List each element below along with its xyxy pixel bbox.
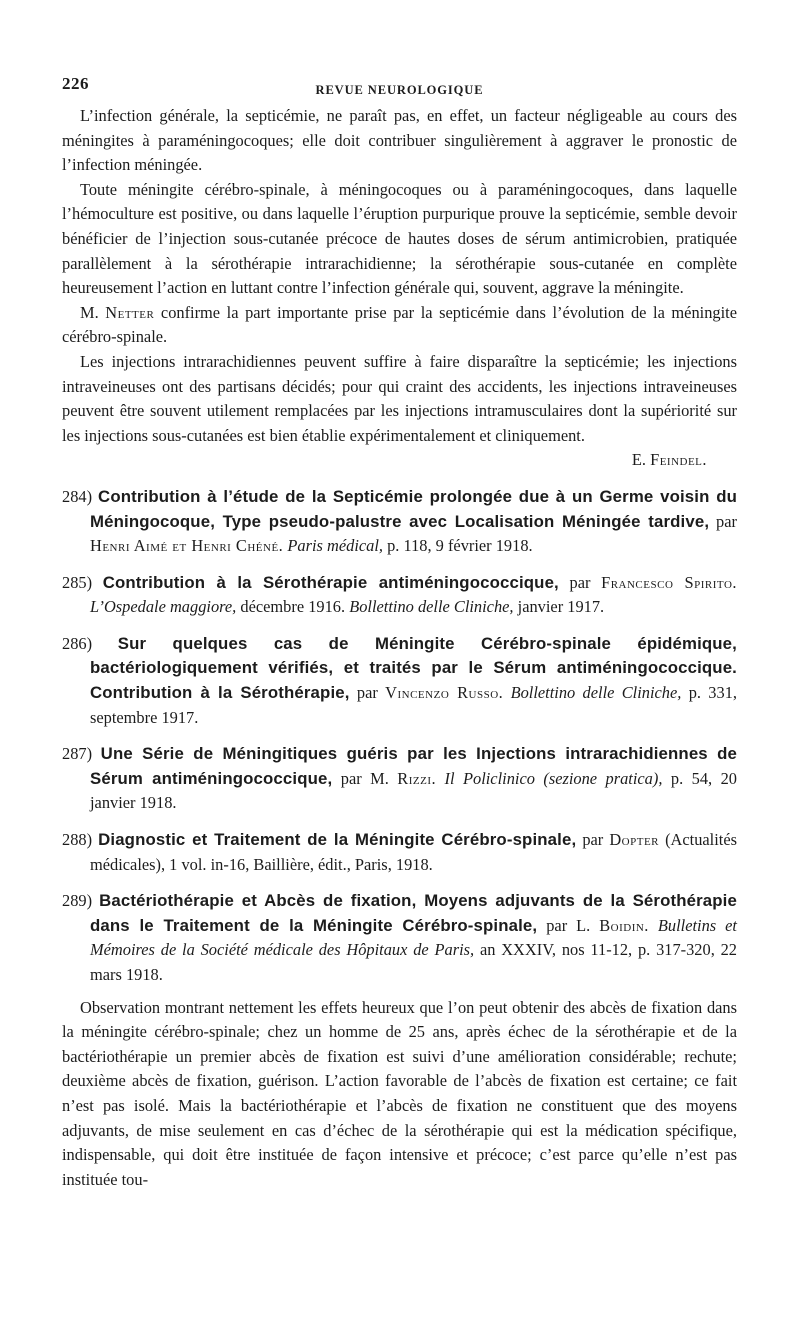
entry-par: par M. [340,768,389,788]
entry-reference: (Actualités médicales), 1 vol. in-16, Baillière, édit., Paris, 1918. [90,830,737,874]
entry-authors: Francesco Spirito. [601,572,737,592]
entry-title: Contribution à l’étude de la Septicémie prolongée due à un Germe voisin du Méningocoque, Type pseudo-palustre avec Localisation Méningée tardive, [90,486,737,531]
entry-reference: p. 331, septembre 1917. [90,683,737,727]
bibliography-entry-286 [62,632,737,730]
entry-authors: Boidin. [599,915,649,935]
bibliography-entry-288 [62,828,737,877]
entry-number: 285) [62,572,93,592]
entry-authors: Rizzi. [397,768,437,788]
entry-reference: p. 118, 9 février 1918. [387,536,533,556]
signature-initial: E. [631,450,646,470]
page [62,68,737,1192]
entry-title: Sur quelques cas de Méningite Cérébro-spinale épidémique, bactériologiquement vérifiés, et traités par le Sérum antiméningococcique. Contribution à la Sérothérapie, [90,633,737,703]
entry-par: par [356,683,378,703]
page-number: 226 [62,74,89,93]
injections-paragraph: Les injections intrarachidiennes peuvent suffire à faire disparaître la septicémie; les injections intraveineuses ont des partisans décidés; pour qui craint des accidents, les injections intraveineuses peuvent être souvent utilement remplacées par les injections intramusculaires dont la supériorité sur les injections sous-cutanées est bien établie expérimentalement et cliniquement. [62,351,737,445]
entry-authors: Henri Aimé et Henri Chéné. [90,536,284,556]
signature [62,448,737,473]
entry-journal: Paris médical, [287,536,383,556]
entry-number: 286) [62,633,93,653]
intro-paragraph-2: Toute méningite cérébro-spinale, à méningocoques ou à paraméningocoques, dans laquelle l’hémoculture est positive, ou dans laquelle l’éruption purpurique prouve la septicémie, semble devoir bénéficier de l’injection sous-cutanée précoce de hautes doses de sérum antimicrobien, pratiquée parallèlement à la sérothérapie intrarachidienne; la sérothérapie sous-cutanée en complète heureusement l’action en luttant contre l’infection générale qui, souvent, aggrave la méningite. [62,179,737,298]
bibliography-entry-287 [62,742,737,816]
bibliography-entry-285 [62,571,737,620]
netter-text: confirme la part importante prise par la septicémie dans l’évolution de la méningite cérébro-spinale. [62,302,737,347]
netter-prefix: M. [80,302,99,322]
entry-title: Diagnostic et Traitement de la Méningite Cérébro-spinale, [98,830,577,850]
entry-number: 284) [62,486,93,506]
entry-title: Une Série de Méningitiques guéris par les Injections intrarachidiennes de Sérum antiméningococcique, [90,744,737,788]
running-head [62,68,737,104]
observation-paragraph: Observation montrant nettement les effets heureux que l’on peut obtenir des abcès de fixation dans la méningite cérébro-spinale; chez un homme de 25 ans, après échec de la sérothérapie et de la bactériothérapie un premier abcès de fixation est suivi d’une amélioration considérable; rechute; deuxième abcès de fixation, guérison. L’action favorable de l’abcès de fixation est certaine; ce fait n’est pas isolé. Mais la bactériothérapie et l’abcès de fixation ne constituent que des moyens adjuvants, de mise seulement en cas d’échec de la sérothérapie qui est la médication spécifique, indispensable, qui doit être instituée de façon intensive et précoce; c’est parce qu’elle n’est pas instituée tou- [62,997,737,1189]
entry-number: 288) [62,830,93,850]
entry-reference: décembre 1916. [240,597,346,617]
journal-title: REVUE NEUROLOGIQUE [315,83,484,97]
entry-reference-2: janvier 1917. [517,597,605,617]
entry-journal: Bollettino delle Cliniche, [510,683,682,703]
entry-journal: Il Policlinico (sezione pratica), [444,768,663,788]
entry-par: par [582,830,604,850]
entry-reference: an XXXIV, nos 11-12, p. 317-320, 22 mars 1918. [90,940,737,984]
entry-number: 287) [62,744,93,764]
entry-par: par [569,572,591,592]
entry-reference: p. 54, 20 janvier 1918. [90,768,737,813]
entry-authors: Dopter [609,830,660,850]
bibliography-entry-284 [62,485,737,559]
bibliography-entry-289 [62,889,737,987]
netter-paragraph [62,301,737,350]
entry-journal: Bulletins et Mémoires de la Société médicale des Hôpitaux de Paris, [90,915,737,960]
entry-authors: Vincenzo Russo. [385,683,504,703]
entry-title: Contribution à la Sérothérapie antiméningococcique, [102,572,559,592]
entry-journal: L’Ospedale maggiore, [90,597,237,617]
signature-name: Feindel. [650,450,707,470]
entry-journal-2: Bollettino delle Cliniche, [349,597,514,617]
entry-par: par [716,511,737,531]
entry-title: Bactériothérapie et Abcès de fixation, Moyens adjuvants de la Sérothérapie dans le Traitement de la Méningite Cérébro-spinale, [90,891,737,935]
netter-name: Netter [105,302,155,322]
entry-number: 289) [62,891,93,911]
entry-par: par L. [546,915,591,935]
intro-paragraph-1: L’infection générale, la septicémie, ne paraît pas, en effet, un facteur négligeable au cours des méningites à paraméningocoques; elle doit contribuer singulièrement à aggraver le pronostic de l’infection méningée. [62,106,737,175]
